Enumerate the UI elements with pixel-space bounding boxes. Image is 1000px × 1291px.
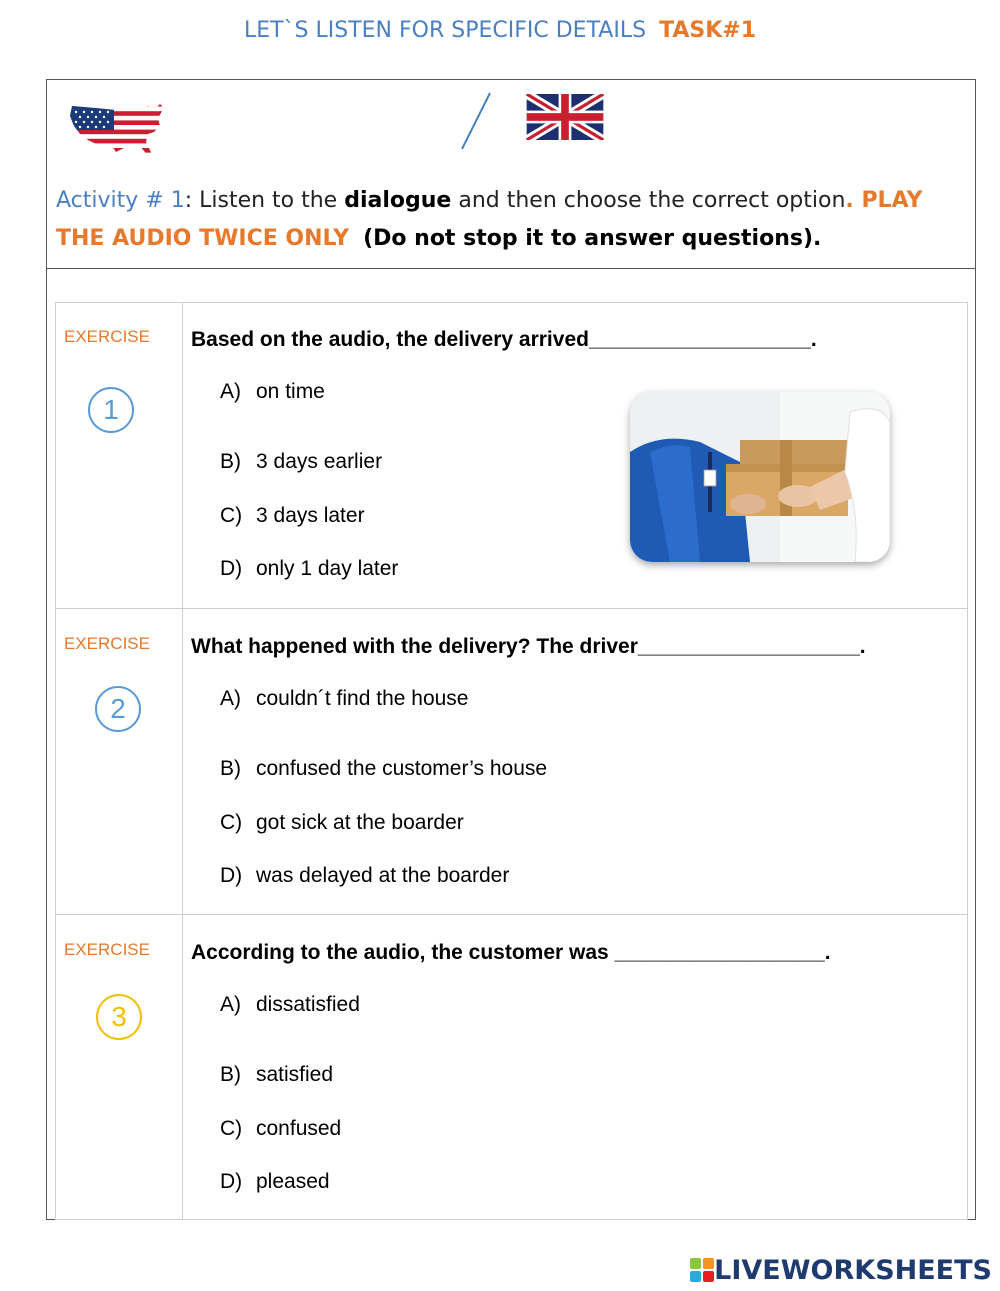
table-row-divider xyxy=(55,608,968,609)
option-letter: C) xyxy=(220,504,243,527)
option-text: 3 days later xyxy=(256,504,365,527)
exercise-1-label: EXERCISE xyxy=(64,327,150,346)
table-column-divider xyxy=(182,302,183,1220)
uk-flag-icon xyxy=(526,94,604,140)
exercise-3-label: EXERCISE xyxy=(64,940,150,959)
exercise-2-label: EXERCISE xyxy=(64,634,150,653)
option-text: confused the customer’s house xyxy=(256,757,548,780)
option-text: satisfied xyxy=(256,1063,334,1086)
option-letter: C) xyxy=(220,811,243,834)
exercise-2-number-badge: 2 xyxy=(95,686,141,732)
instruction-part2: and then choose the correct option xyxy=(451,188,846,213)
option-text: was delayed at the boarder xyxy=(256,864,510,887)
liveworksheets-logo-icon xyxy=(690,1258,714,1282)
exercise-1-option-b[interactable] xyxy=(220,450,382,474)
exercise-2-option-d[interactable] xyxy=(220,864,509,888)
option-letter: B) xyxy=(220,1063,241,1086)
liveworksheets-logo[interactable] xyxy=(690,1255,992,1285)
exercise-1-question: Based on the audio, the delivery arrived___________________. xyxy=(191,328,817,351)
option-text: 3 days earlier xyxy=(256,450,383,473)
option-letter: D) xyxy=(220,1170,243,1193)
option-text: couldn´t find the house xyxy=(256,687,469,710)
exercise-3-option-a[interactable] xyxy=(220,993,360,1017)
option-text: dissatisfied xyxy=(256,993,360,1016)
table-row-divider xyxy=(55,914,968,915)
delivery-photo xyxy=(630,392,890,562)
exercise-3-number-badge: 3 xyxy=(96,994,142,1040)
exercise-3-option-b[interactable] xyxy=(220,1063,333,1087)
activity-instructions xyxy=(56,182,971,258)
option-letter: C) xyxy=(220,1117,243,1140)
option-text: pleased xyxy=(256,1170,330,1193)
exercise-2-option-a[interactable] xyxy=(220,687,468,711)
option-letter: A) xyxy=(220,380,241,403)
exercise-3-option-d[interactable] xyxy=(220,1170,330,1194)
slash-divider-icon xyxy=(458,90,498,152)
instruction-note: (Do not stop it to answer questions). xyxy=(363,226,822,251)
exercise-3-question: According to the audio, the customer was __________________. xyxy=(191,941,831,964)
instruction-play: PLAY THE AUDIO TWICE ONLY xyxy=(56,188,923,251)
header-divider xyxy=(46,268,976,269)
exercise-3-option-c[interactable] xyxy=(220,1117,341,1141)
instruction-period: . xyxy=(845,188,862,213)
option-text: on time xyxy=(256,380,325,403)
activity-label: Activity # 1 xyxy=(56,188,185,213)
brand-name: LIVEWORKSHEETS xyxy=(714,1254,992,1286)
exercise-2-question: What happened with the delivery? The driver___________________. xyxy=(191,635,866,658)
exercise-1-option-c[interactable] xyxy=(220,504,365,528)
option-letter: B) xyxy=(220,450,241,473)
option-letter: B) xyxy=(220,757,241,780)
exercise-2-option-c[interactable] xyxy=(220,811,464,835)
title-task: TASK#1 xyxy=(659,18,757,43)
option-text: only 1 day later xyxy=(256,557,399,580)
exercise-1-number-badge: 1 xyxy=(88,387,134,433)
option-letter: D) xyxy=(220,864,243,887)
title-main: LET`S LISTEN FOR SPECIFIC DETAILS xyxy=(243,18,647,43)
option-letter: A) xyxy=(220,687,241,710)
usa-flag-map-icon xyxy=(68,98,164,158)
exercise-2-option-b[interactable] xyxy=(220,757,547,781)
exercise-1-option-a[interactable] xyxy=(220,380,325,404)
option-text: confused xyxy=(256,1117,342,1140)
option-letter: A) xyxy=(220,993,241,1016)
option-text: got sick at the boarder xyxy=(256,811,464,834)
exercise-1-option-d[interactable] xyxy=(220,557,398,581)
instruction-part1: : Listen to the xyxy=(184,188,345,213)
instruction-dialogue: dialogue xyxy=(344,188,452,213)
page-title xyxy=(0,18,1000,43)
option-letter: D) xyxy=(220,557,243,580)
